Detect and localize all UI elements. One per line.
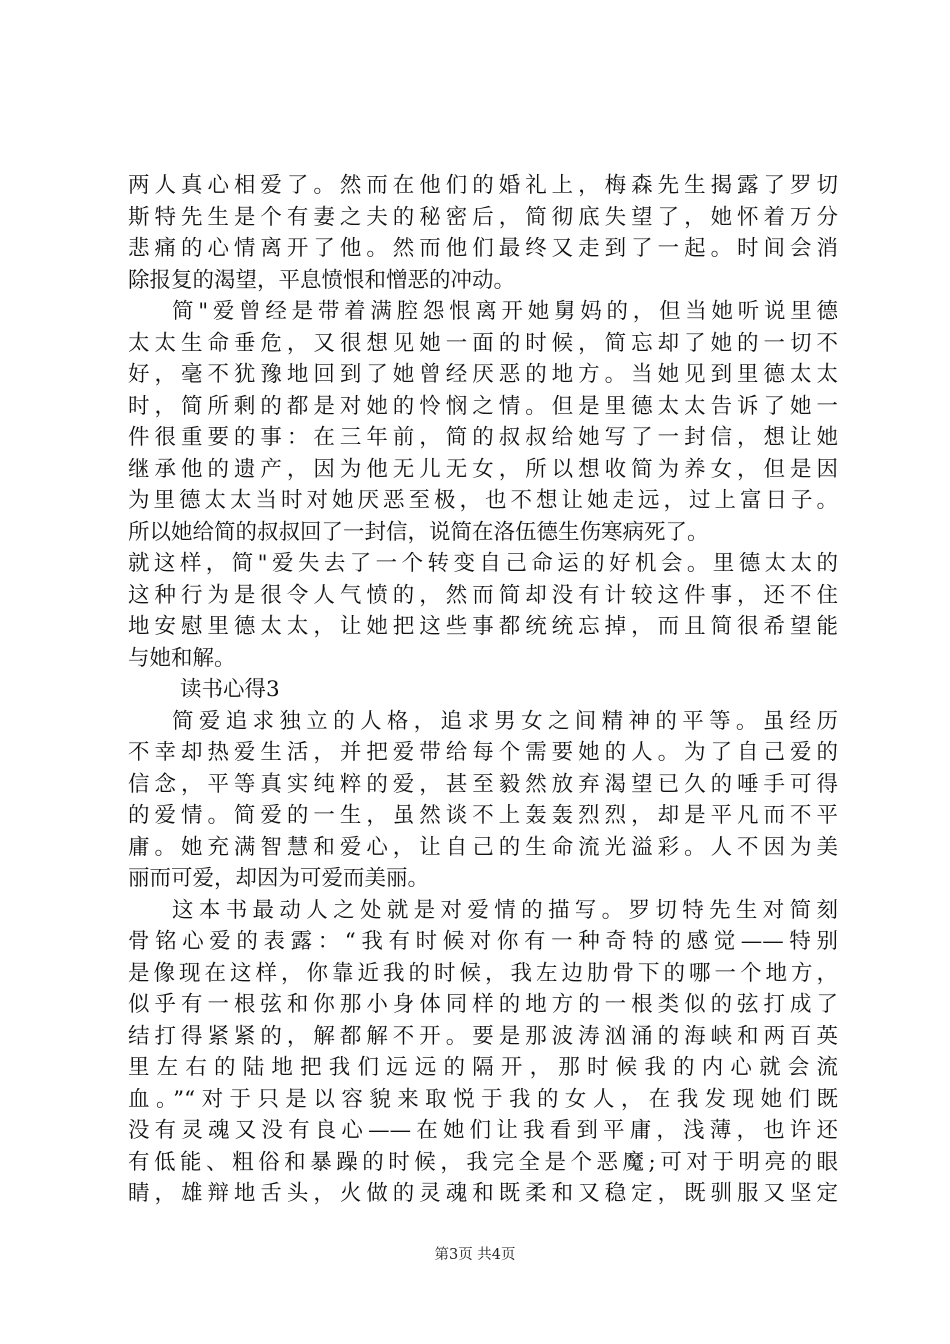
text-line: 斯特先生是个有妻之夫的秘密后，简彻底失望了，她怀着万分 (128, 204, 838, 230)
text-line: 不幸却热爱生活，并把爱带给每个需要她的人。为了自己爱的 (128, 740, 838, 765)
text-line: 的爱情。简爱的一生，虽然谈不上轰轰烈烈，却是平凡而不平 (128, 803, 838, 828)
text-line: 简"爱曾经是带着满腔怨恨离开她舅妈的，但当她听说里德 (172, 299, 838, 324)
text-line: 似乎有一根弦和你那小身体同样的地方的一根类似的弦打成了 (128, 992, 838, 1017)
text-line: 件很重要的事：在三年前，简的叔叔给她写了一封信，想让她 (128, 425, 838, 450)
text-line: 简爱追求独立的人格，追求男女之间精神的平等。虽经历 (172, 708, 838, 734)
text-line: 丽而可爱，却因为可爱而美丽。 (128, 866, 430, 891)
text-line: 里左右的陆地把我们远远的隔开，那时候我的内心就会流 (128, 1055, 838, 1080)
text-line: 是像现在这样，你靠近我的时候，我左边肋骨下的哪一个地方， (128, 960, 838, 986)
text-line: 血。”“对于只是以容貌来取悦于我的女人，在我发现她们既 (128, 1086, 838, 1112)
text-line: 骨铭心爱的表露：“我有时候对你有一种奇特的感觉——特别 (128, 929, 838, 954)
text-line: 与她和解。 (128, 645, 236, 671)
text-line: 这本书最动人之处就是对爱情的描写。罗切特先生对简刻 (172, 897, 838, 923)
text-line: 悲痛的心情离开了他。然而他们最终又走到了一起。时间会消 (128, 236, 838, 261)
text-line: 地安慰里德太太，让她把这些事都统统忘掉，而且简很希望能 (128, 614, 838, 639)
text-line: 除报复的渴望，平息愤恨和憎恶的冲动。 (128, 267, 516, 293)
text-line: 庸。她充满智慧和爱心，让自己的生命流光溢彩。人不因为美 (128, 834, 838, 860)
text-line: 好，毫不犹豫地回到了她曾经厌恶的地方。当她见到里德太太 (128, 362, 838, 387)
section-heading: 读书心得3 (180, 677, 280, 702)
text-line: 没有灵魂又没有良心——在她们让我看到平庸，浅薄，也许还 (128, 1118, 838, 1143)
text-line: 所以她给简的叔叔回了一封信，说简在洛伍德生伤寒病死了。 (128, 519, 709, 545)
page-number-footer: 第3页 共4页 (434, 1247, 516, 1263)
text-line: 时，简所剩的都是对她的怜悯之情。但是里德太太告诉了她一 (128, 393, 838, 419)
text-line: 为里德太太当时对她厌恶至极，也不想让她走远，过上富日子。 (128, 488, 838, 513)
text-line: 太太生命垂危，又很想见她一面的时候，简忘却了她的一切不 (128, 330, 838, 356)
text-line: 结打得紧紧的，解都解不开。要是那波涛汹涌的海峡和两百英 (128, 1023, 838, 1049)
text-line: 这种行为是很令人气愤的，然而简却没有计较这件事，还不住 (128, 582, 838, 608)
text-line: 信念，平等真实纯粹的爱，甚至毅然放弃渴望已久的唾手可得 (128, 771, 838, 797)
text-line: 有低能、粗俗和暴躁的时候，我完全是个恶魔;可对于明亮的眼 (128, 1149, 838, 1175)
text-line: 睛，雄辩地舌头，火做的灵魂和既柔和又稳定，既驯服又坚定 (128, 1181, 838, 1206)
text-line: 继承他的遗产，因为他无儿无女，所以想收简为养女，但是因 (128, 456, 838, 482)
text-line: 两人真心相爱了。然而在他们的婚礼上，梅森先生揭露了罗切 (128, 173, 838, 198)
document-body (128, 170, 838, 1210)
text-line: 就这样，简"爱失去了一个转变自己命运的好机会。里德太太的 (128, 551, 838, 576)
